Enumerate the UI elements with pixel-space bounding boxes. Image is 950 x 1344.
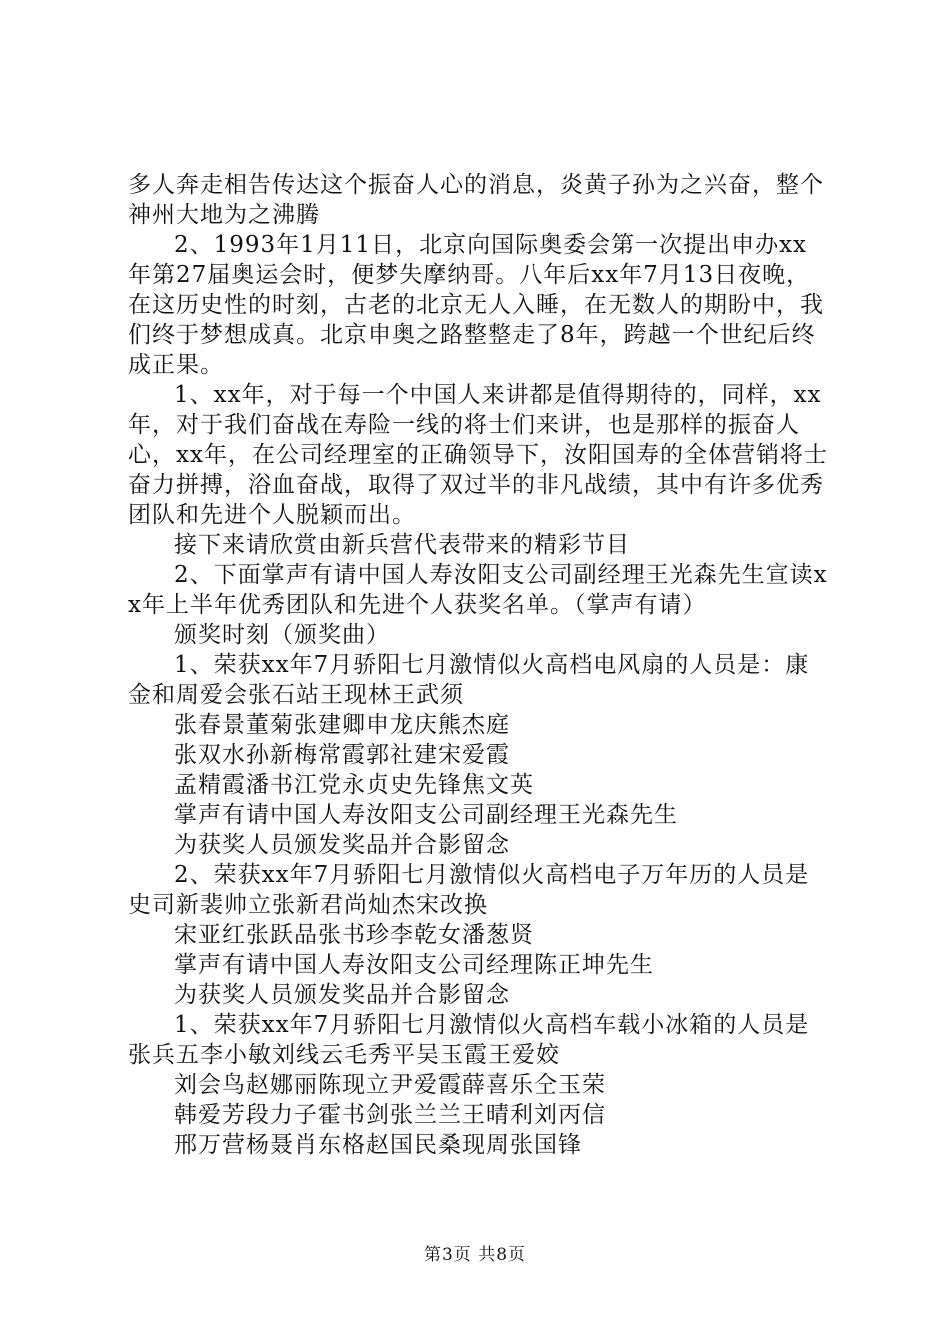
paragraph: 1、荣获xx年7月骄阳七月激情似火高档电风扇的人员是：康金和周爱会张石站王现林王武须 [128, 652, 810, 708]
paragraph: 刘会鸟赵娜丽陈现立尹爱霞薛喜乐仝玉荣 [174, 1072, 606, 1098]
paragraph: 接下来请欣赏由新兵营代表带来的精彩节目 [174, 532, 630, 558]
document-body [128, 170, 828, 1160]
paragraph: 2、1993年1月11日，北京向国际奥委会第一次提出申办xx年第27届奥运会时，便梦失摩纳哥。八年后xx年7月13日夜晚，在这历史性的时刻，古老的北京无人入睡，在无数人的期盼中，我们终于梦想成真。北京申奥之路整整走了8年，跨越一个世纪后终成正果。 [128, 232, 824, 378]
paragraph: 多人奔走相告传达这个振奋人心的消息，炎黄子孙为之兴奋，整个神州大地为之沸腾 [128, 172, 824, 228]
paragraph: 张春景董菊张建卿申龙庆熊杰庭 [174, 712, 510, 738]
paragraph: 孟精霞潘书江党永贞史先锋焦文英 [174, 772, 534, 798]
paragraph: 韩爱芳段力子霍书剑张兰兰王晴利刘丙信 [174, 1102, 606, 1128]
paragraph: 为获奖人员颁发奖品并合影留念 [174, 982, 510, 1008]
paragraph: 1、xx年，对于每一个中国人来讲都是值得期待的，同样，xx年，对于我们奋战在寿险一线的将士们来讲，也是那样的振奋人心，xx年，在公司经理室的正确领导下，汝阳国寿的全体营销将士奋力拼搏，浴血奋战，取得了双过半的非凡战绩，其中有许多优秀团队和先进个人脱颖而出。 [128, 382, 828, 528]
paragraph: 张双水孙新梅常霞郭社建宋爱霞 [174, 742, 510, 768]
paragraph: 邢万营杨聂肖东格赵国民桑现周张国锋 [174, 1132, 582, 1158]
paragraph: 颁奖时刻（颁奖曲） [174, 622, 390, 648]
paragraph: 2、荣获xx年7月骄阳七月激情似火高档电子万年历的人员是史司新裴帅立张新君尚灿杰宋改换 [128, 862, 810, 918]
paragraph: 2、下面掌声有请中国人寿汝阳支公司副经理王光森先生宣读xx年上半年优秀团队和先进个人获奖名单。（掌声有请） [128, 562, 828, 618]
paragraph: 宋亚红张跃品张书珍李乾女潘葱贤 [174, 922, 534, 948]
paragraph: 掌声有请中国人寿汝阳支公司经理陈正坤先生 [174, 952, 654, 978]
paragraph: 为获奖人员颁发奖品并合影留念 [174, 832, 510, 858]
paragraph: 掌声有请中国人寿汝阳支公司副经理王光森先生 [174, 802, 678, 828]
page-number: 第3页 共8页 [423, 1245, 527, 1265]
paragraph: 1、荣获xx年7月骄阳七月激情似火高档车载小冰箱的人员是张兵五李小敏刘线云毛秀平吴玉霞王爱姣 [128, 1012, 810, 1068]
